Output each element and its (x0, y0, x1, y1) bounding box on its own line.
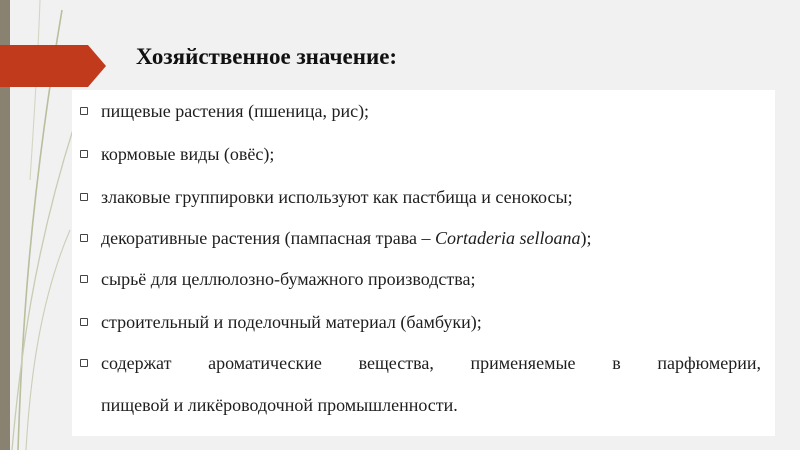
word: ароматические (208, 353, 322, 373)
word: содержат (101, 353, 172, 373)
word: вещества, (358, 353, 434, 373)
list-item (72, 352, 761, 416)
word: применяемые (470, 353, 576, 373)
list-item-text (101, 227, 591, 249)
list-item (72, 100, 369, 122)
list-item-text-line1 (101, 352, 761, 374)
word: парфюмерии, (657, 353, 761, 373)
list-item-text: кормовые виды (овёс); (101, 144, 275, 164)
list-item-text: строительный и поделочный материал (бамбуки); (101, 312, 482, 332)
square-bullet-icon (80, 150, 88, 158)
list-item (72, 227, 591, 249)
latin-name: Cortaderia selloana (434, 228, 581, 248)
list-item (72, 186, 573, 208)
list-item-text: пищевые растения (пшеница, рис); (101, 101, 370, 121)
content-panel (72, 90, 775, 436)
list-item-text: сырьё для целлюлозно-бумажного производства; (101, 269, 476, 289)
text-after: ); (580, 228, 592, 248)
list-item-text-line2: пищевой и ликёроводочной промышленности. (101, 395, 458, 415)
list-item-text: злаковые группировки используют как пастбища и сенокосы; (101, 187, 573, 207)
square-bullet-icon (80, 359, 88, 367)
square-bullet-icon (80, 275, 88, 283)
list-item (72, 268, 476, 290)
square-bullet-icon (80, 234, 88, 242)
word: в (612, 353, 621, 373)
square-bullet-icon (80, 107, 88, 115)
slide-title: Хозяйственное значение: (136, 44, 398, 69)
square-bullet-icon (80, 193, 88, 201)
text-before: декоративные растения (пампасная трава – (101, 228, 435, 248)
list-item (72, 143, 274, 165)
list-item (72, 311, 482, 333)
square-bullet-icon (80, 318, 88, 326)
title-arrow-marker (0, 45, 106, 87)
